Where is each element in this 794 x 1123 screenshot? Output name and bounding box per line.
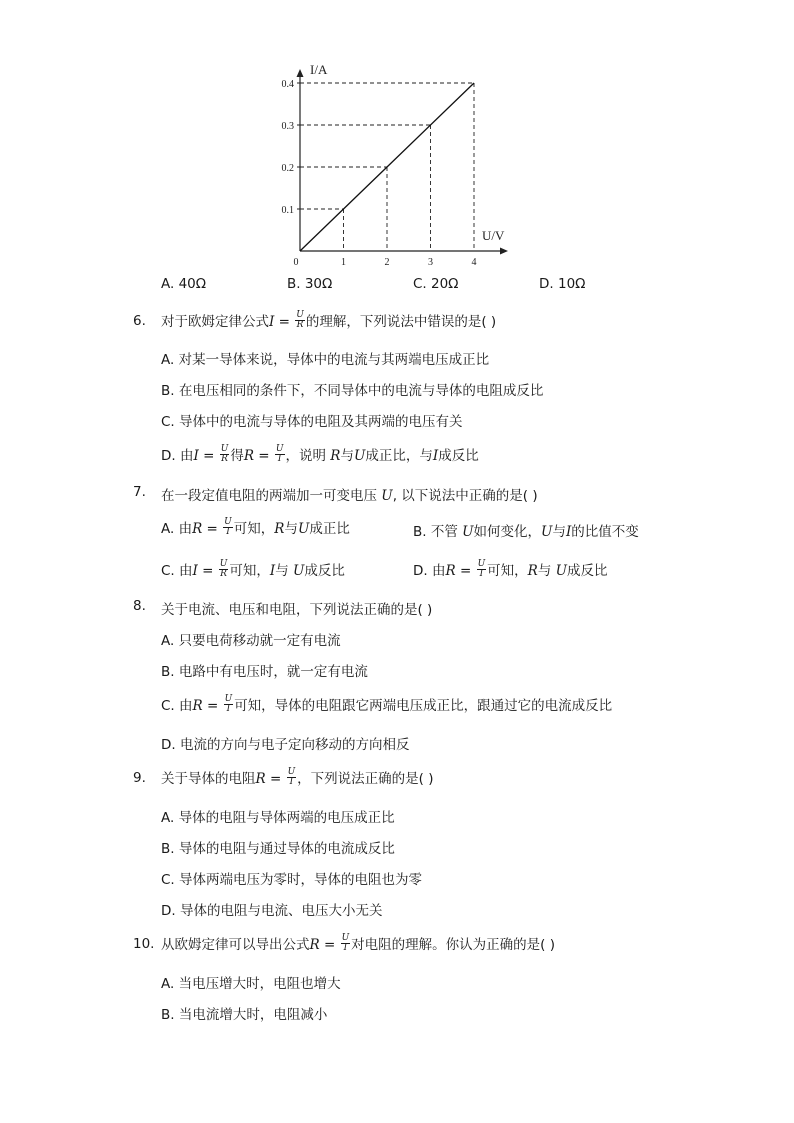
q10-option-a[interactable]: A. 当电压增大时，电阻也增大 (161, 976, 341, 992)
q7-option-d[interactable]: D. 由R = $\frac{U}{I}$ 可知，R与 U成反比 (413, 558, 608, 579)
q8-stem: 关于电流、电压和电阻，下列说法正确的是( ) (161, 602, 433, 618)
q8-option-d[interactable]: D. 电流的方向与电子定向移动的方向相反 (161, 737, 410, 753)
y-tick-label: 0.3 (281, 121, 294, 132)
q6-option-b[interactable]: B. 在电压相同的条件下，不同导体中的电流与导体的电阻成反比 (161, 383, 544, 399)
q9-option-a[interactable]: A. 导体的电阻与导体两端的电压成正比 (161, 810, 395, 826)
q5-option-a[interactable]: A. 40Ω (161, 276, 207, 292)
i-u-graph (270, 55, 530, 270)
q10-stem: 从欧姆定律可以导出公式R = $\frac{U}{I}$ 对电阻的理解。你认为正确的是( ) (161, 932, 555, 953)
x-tick-label: 3 (428, 257, 433, 268)
x-axis-label: U/V (482, 228, 505, 243)
x-tick-label: 4 (471, 257, 477, 268)
q9-number: 9. (133, 770, 146, 786)
q6-stem: 对于欧姆定律公式I = $\frac{U}{R}$ 的理解，下列说法中错误的是( ) (161, 309, 497, 330)
q6-option-c[interactable]: C. 导体中的电流与导体的电阻及其两端的电压有关 (161, 414, 463, 430)
q5-option-b[interactable]: B. 30Ω (287, 276, 333, 292)
q6-number: 6. (133, 313, 146, 329)
q7-stem: 在一段定值电阻的两端加一可变电压 U, 以下说法中正确的是( ) (161, 488, 538, 504)
q9-option-b[interactable]: B. 导体的电阻与通过导体的电流成反比 (161, 841, 395, 857)
q10-number: 10. (133, 936, 155, 952)
y-axis-label: I/A (310, 62, 328, 77)
q8-number: 8. (133, 598, 146, 614)
q7-number: 7. (133, 484, 146, 500)
q7-option-a[interactable]: A. 由R = $\frac{U}{I}$ 可知，R与U成正比 (161, 516, 350, 537)
q8-option-b[interactable]: B. 电路中有电压时，就一定有电流 (161, 664, 368, 680)
y-tick-label: 0.2 (281, 163, 294, 174)
x-tick-label: 1 (341, 257, 346, 268)
q8-option-a[interactable]: A. 只要电荷移动就一定有电流 (161, 633, 341, 649)
q5-option-d[interactable]: D. 10Ω (539, 276, 586, 292)
q7-option-b[interactable]: B. 不管 U如何变化，U与I的比值不变 (413, 524, 639, 540)
x-axis-arrow (500, 248, 508, 255)
q9-option-c[interactable]: C. 导体两端电压为零时，导体的电阻也为零 (161, 872, 423, 888)
y-tick-label: 0.1 (281, 205, 294, 216)
origin-label: 0 (293, 257, 299, 268)
x-tick-label: 2 (384, 257, 390, 268)
y-axis-arrow (297, 69, 304, 77)
q9-stem: 关于导体的电阻R = $\frac{U}{I}$ ，下列说法正确的是( ) (161, 766, 434, 787)
q6-option-d[interactable]: D. 由I = $\frac{U}{R}$ 得R = $\frac{U}{I}$ ，说明 R与U成正比，与I成反比 (161, 443, 479, 464)
q8-option-c[interactable]: C. 由R = $\frac{U}{I}$ 可知，导体的电阻跟它两端电压成正比，跟通过它的电流成反比 (161, 693, 613, 714)
q7-option-c[interactable]: C. 由I = $\frac{U}{R}$ 可知，I与 U成反比 (161, 558, 345, 579)
q6-option-a[interactable]: A. 对某一导体来说，导体中的电流与其两端电压成正比 (161, 352, 490, 368)
q10-option-b[interactable]: B. 当电流增大时，电阻减小 (161, 1007, 328, 1023)
q9-option-d[interactable]: D. 导体的电阻与电流、电压大小无关 (161, 903, 383, 919)
y-tick-label: 0.4 (281, 79, 294, 90)
q5-option-c[interactable]: C. 20Ω (413, 276, 459, 292)
